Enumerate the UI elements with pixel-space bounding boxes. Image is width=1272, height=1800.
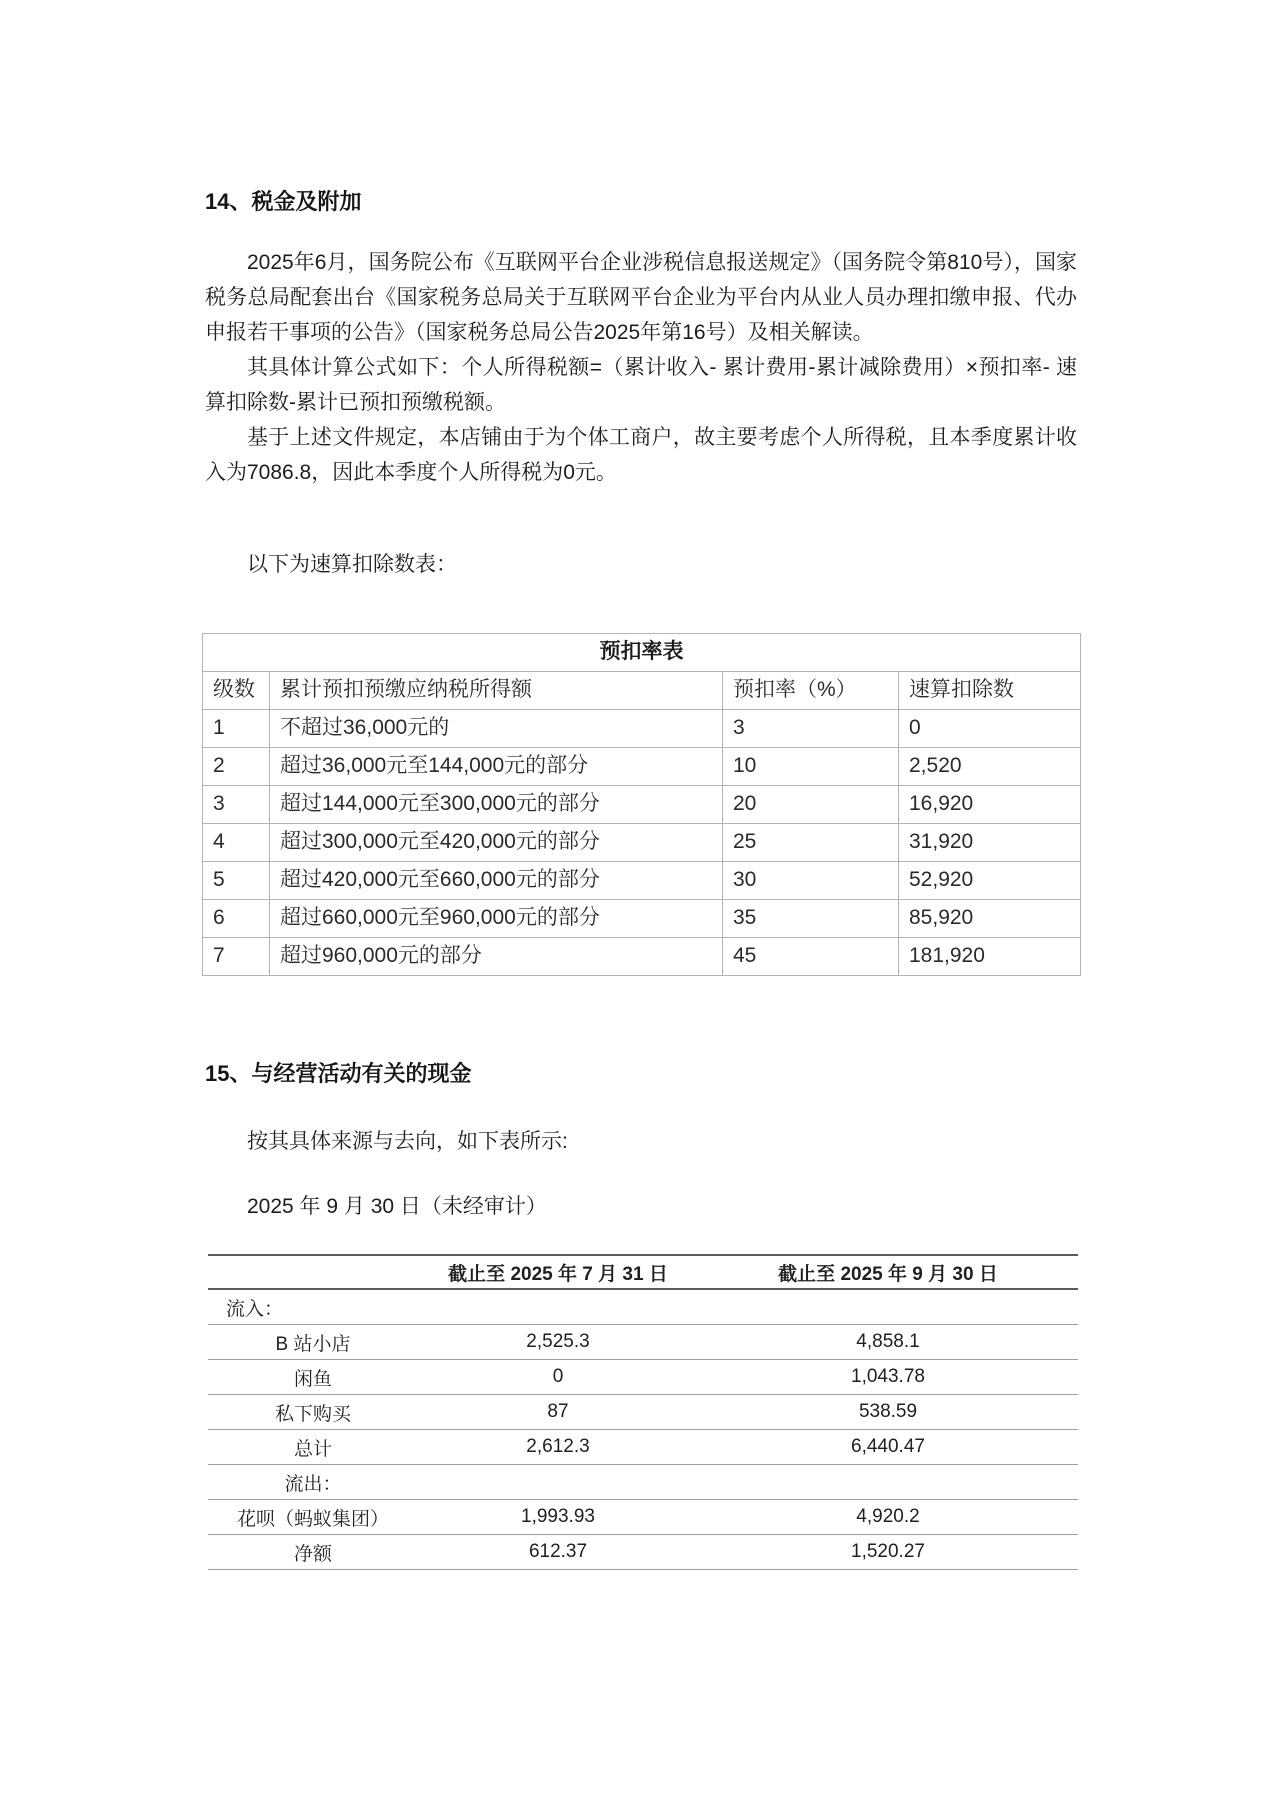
rate-table-row	[203, 748, 1081, 786]
rate-table-header-cell: 累计预扣预缴应纳税所得额	[270, 672, 723, 710]
cash-table-row	[208, 1535, 1078, 1570]
cash-table-value-cell: 6,440.47	[698, 1430, 1078, 1465]
cash-table-date-line: 2025 年 9 月 30 日（未经审计）	[247, 1195, 547, 1218]
rate-table-cell: 30	[723, 862, 899, 900]
rate-table-cell: 0	[899, 710, 1081, 748]
rate-table-cell: 85,920	[899, 900, 1081, 938]
rate-table-row	[203, 824, 1081, 862]
rate-table-row	[203, 710, 1081, 748]
rate-table-cell: 7	[203, 938, 270, 976]
rate-table-cell: 45	[723, 938, 899, 976]
rate-table-cell: 超过660,000元至960,000元的部分	[270, 900, 723, 938]
rate-table-row	[203, 786, 1081, 824]
cash-table-intro: 按其具体来源与去向，如下表所示:	[247, 1130, 568, 1153]
cash-table-value-cell: 0	[418, 1360, 698, 1395]
rate-table-header-row	[203, 672, 1081, 710]
rate-table-cell: 181,920	[899, 938, 1081, 976]
cash-table-value-cell	[418, 1289, 698, 1325]
rate-table-cell: 2,520	[899, 748, 1081, 786]
rate-table-cell: 35	[723, 900, 899, 938]
rate-table-cell: 16,920	[899, 786, 1081, 824]
withholding-rate-table	[202, 633, 1081, 976]
rate-table-cell: 20	[723, 786, 899, 824]
section-14-heading: 14、税金及附加	[205, 189, 362, 214]
cash-table-label-cell: 流入：	[208, 1289, 418, 1325]
cash-table-value-cell	[698, 1289, 1078, 1325]
cash-table-value-cell	[418, 1465, 698, 1500]
cash-table-row	[208, 1465, 1078, 1500]
cash-table-value-cell: 538.59	[698, 1395, 1078, 1430]
rate-table-title: 预扣率表	[203, 634, 1081, 672]
rate-table-header-cell: 级数	[203, 672, 270, 710]
rate-table-cell: 3	[723, 710, 899, 748]
rate-table-cell: 超过36,000元至144,000元的部分	[270, 748, 723, 786]
rate-table-cell: 25	[723, 824, 899, 862]
cash-table-value-cell: 1,993.93	[418, 1500, 698, 1535]
cash-table-value-cell: 2,612.3	[418, 1430, 698, 1465]
cash-table-value-cell: 612.37	[418, 1535, 698, 1570]
cash-table-label-cell: B 站小店	[208, 1325, 418, 1360]
cash-table-label-cell: 私下购买	[208, 1395, 418, 1430]
rate-table-cell: 1	[203, 710, 270, 748]
cash-table-value-cell: 1,043.78	[698, 1360, 1078, 1395]
rate-table-cell: 5	[203, 862, 270, 900]
cash-table-value-cell: 1,520.27	[698, 1535, 1078, 1570]
cash-table-label-cell: 净额	[208, 1535, 418, 1570]
rate-table-title-row	[203, 634, 1081, 672]
section-15-heading: 15、与经营活动有关的现金	[205, 1061, 472, 1086]
rate-table-cell: 52,920	[899, 862, 1081, 900]
cash-table-label-cell: 总计	[208, 1430, 418, 1465]
rate-table-intro: 以下为速算扣除数表：	[247, 553, 457, 576]
rate-table-header-cell: 速算扣除数	[899, 672, 1081, 710]
cash-table-label-cell: 花呗（蚂蚁集团）	[208, 1500, 418, 1535]
cash-table-value-cell: 2,525.3	[418, 1325, 698, 1360]
rate-table-cell: 超过300,000元至420,000元的部分	[270, 824, 723, 862]
paragraph-formula: 其具体计算公式如下：个人所得税额=（累计收入- 累计费用-累计减除费用）×预扣率- 速算扣除数-累计已预扣预缴税额。	[205, 356, 1077, 414]
cash-table-value-cell: 87	[418, 1395, 698, 1430]
rate-table-cell: 超过960,000元的部分	[270, 938, 723, 976]
cash-table-row	[208, 1360, 1078, 1395]
cash-table-row	[208, 1325, 1078, 1360]
rate-table-row	[203, 938, 1081, 976]
paragraph-regulation: 2025年6月，国务院公布《互联网平台企业涉税信息报送规定》（国务院令第810号），国家税务总局配套出台《国家税务总局关于互联网平台企业为平台内从业人员办理扣缴申报、代办申报若干事项的公告》（国家税务总局公告2025年第16号）及相关解读。	[205, 251, 1077, 344]
rate-table-cell: 不超过36,000元的	[270, 710, 723, 748]
rate-table-row	[203, 900, 1081, 938]
section-14-body	[205, 245, 1077, 490]
rate-table-cell: 31,920	[899, 824, 1081, 862]
cash-table-row	[208, 1500, 1078, 1535]
rate-table-header-cell: 预扣率（%）	[723, 672, 899, 710]
cash-table-header-row	[208, 1255, 1078, 1289]
cash-table-value-cell: 4,858.1	[698, 1325, 1078, 1360]
cash-table-value-cell	[698, 1465, 1078, 1500]
rate-table-cell: 2	[203, 748, 270, 786]
cash-table-value-cell: 4,920.2	[698, 1500, 1078, 1535]
cash-table-header-cell	[208, 1255, 418, 1289]
cash-table-row	[208, 1395, 1078, 1430]
cash-table-label-cell: 流出：	[208, 1465, 418, 1500]
paragraph-conclusion: 基于上述文件规定，本店铺由于为个体工商户，故主要考虑个人所得税，且本季度累计收入为7086.8，因此本季度个人所得税为0元。	[205, 426, 1077, 484]
rate-table-cell: 超过144,000元至300,000元的部分	[270, 786, 723, 824]
rate-table-row	[203, 862, 1081, 900]
rate-table-cell: 4	[203, 824, 270, 862]
cash-table-row	[208, 1430, 1078, 1465]
cash-table-header-cell: 截止至 2025 年 9 月 30 日	[698, 1255, 1078, 1289]
cash-flow-table	[208, 1254, 1078, 1570]
cash-table-row	[208, 1289, 1078, 1325]
rate-table-cell: 6	[203, 900, 270, 938]
cash-table-label-cell: 闲鱼	[208, 1360, 418, 1395]
rate-table-cell: 3	[203, 786, 270, 824]
rate-table-cell: 10	[723, 748, 899, 786]
rate-table-cell: 超过420,000元至660,000元的部分	[270, 862, 723, 900]
cash-table-header-cell: 截止至 2025 年 7 月 31 日	[418, 1255, 698, 1289]
